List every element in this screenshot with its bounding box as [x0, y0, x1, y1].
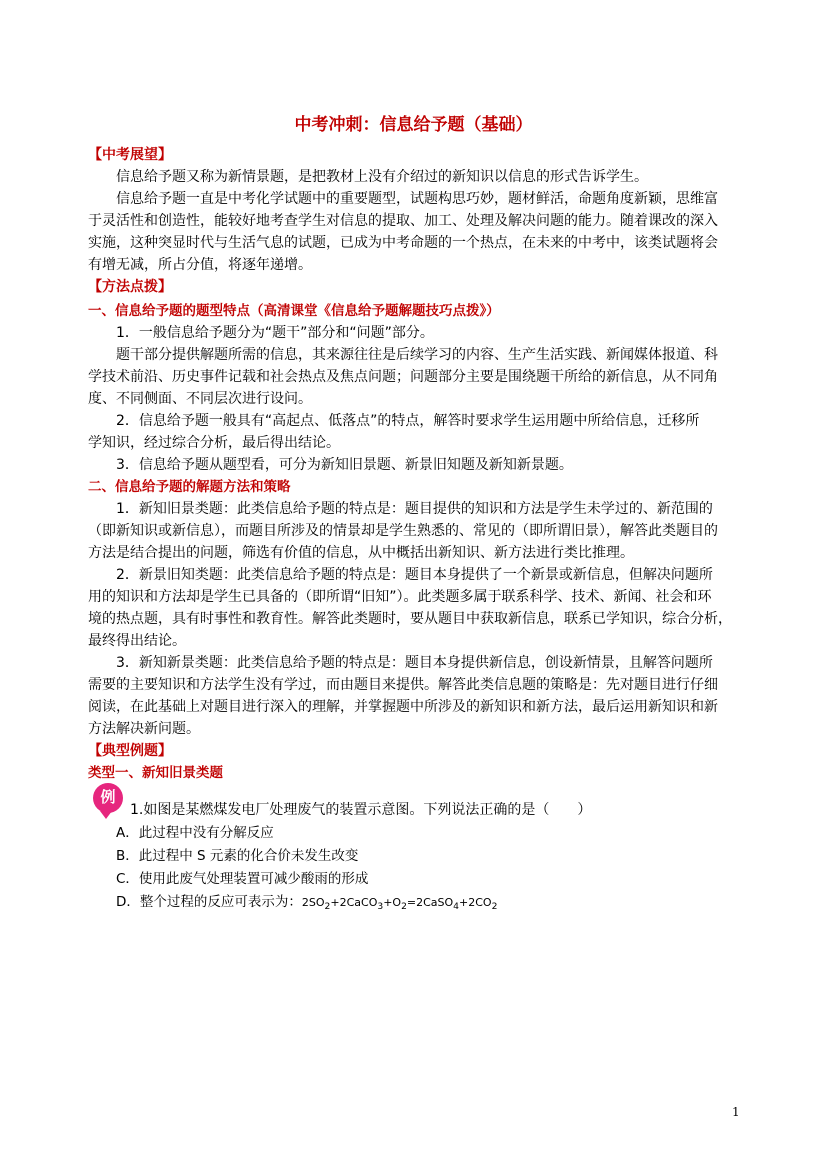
type-heading: 类型一、新知旧景类题 — [88, 765, 223, 781]
heading-exam-outlook: 【中考展望】 — [88, 147, 172, 163]
paragraph-line: 方法解决新问题。 — [88, 721, 200, 737]
paragraph-line: 实施，这种突显时代与生活气息的试题，已成为中考命题的一个热点，在未来的中考中，该类试题将会 — [88, 235, 718, 251]
equation: $2SO_2+2CaCO_3+O_2=2CaSO_4+2CO_2$ — [301, 896, 498, 913]
paragraph-line: 学知识，经过综合分析，最后得出结论。 — [88, 435, 340, 451]
paragraph-line: 有增无减，所占分值，将逐年递增。 — [88, 257, 312, 273]
paragraph-line: 需要的主要知识和方法学生没有学过，而由题目来提供。解答此类信息题的策略是：先对题目进行仔细 — [88, 677, 718, 693]
paragraph-line: 题干部分提供解题所需的信息，其来源往往是后续学习的内容、生产生活实践、新闻媒体报道、科 — [116, 347, 718, 363]
heading-typical-examples: 【典型例题】 — [88, 743, 172, 759]
paragraph-line: 阅读，在此基础上对题目进行深入的理解，并掌握题中所涉及的新知识和新方法，最后运用新知识和新 — [88, 699, 718, 715]
heading-method-tips: 【方法点拨】 — [88, 279, 172, 295]
paragraph-line: （即新知识或新信息），而题目所涉及的情景却是学生熟悉的、常见的（即所谓旧景），解答此类题目的 — [88, 523, 718, 539]
question-text: 1.如图是某燃煤发电厂处理废气的装置示意图。下列说法正确的是（ ） — [130, 802, 592, 818]
page-title: 中考冲刺：信息给予题（基础） — [294, 115, 533, 135]
option-d — [116, 891, 776, 918]
option-b: B．此过程中 S 元素的化合价未发生改变 — [116, 848, 359, 864]
paragraph-line: 2．信息给予题一般具有“高起点、低落点”的特点，解答时要求学生运用题中所给信息，迁移所 — [116, 413, 700, 429]
paragraph-line: 度、不同侧面、不同层次进行设问。 — [88, 391, 312, 407]
paragraph-line: 方法是结合提出的问题，筛选有价值的信息，从中概括出新知识、新方法进行类比推理。 — [88, 545, 634, 561]
paragraph-line: 境的热点题，具有时事性和教育性。解答此类题时，要从题目中获取新信息，联系已学知识，综合分析， — [88, 611, 732, 627]
option-c: C．使用此废气处理装置可减少酸雨的形成 — [116, 871, 369, 887]
paragraph-line: 于灵活性和创造性，能较好地考查学生对信息的提取、加工、处理及解决问题的能力。随着课改的深入 — [88, 213, 718, 229]
paragraph-line: 最终得出结论。 — [88, 633, 186, 649]
paragraph-line: 1．新知旧景类题：此类信息给予题的特点是：题目提供的知识和方法是学生未学过的、新范围的 — [116, 501, 713, 517]
paragraph-line: 用的知识和方法却是学生已具备的（即所谓“旧知”）。此类题多属于联系科学、技术、新闻、社会和环 — [88, 589, 712, 605]
paragraph-line: 信息给予题一直是中考化学试题中的重要题型，试题构思巧妙，题材鲜活，命题角度新颖，思维富 — [116, 191, 718, 207]
example-badge-icon: 例 — [93, 783, 123, 813]
paragraph-line: 3．新知新景类题：此类信息给予题的特点是：题目本身提供新信息，创设新情景，且解答问题所 — [116, 655, 713, 671]
option-d-label: D．整个过程的反应可表示为： — [116, 894, 302, 910]
paragraph-line: 学技术前沿、历史事件记载和社会热点及焦点问题；问题部分主要是围绕题干所给的新信息，从不同角 — [88, 369, 718, 385]
paragraph-line: 信息给予题又称为新情景题，是把教材上没有介绍过的新知识以信息的形式告诉学生。 — [116, 169, 648, 185]
paragraph-line: 2．新景旧知类题：此类信息给予题的特点是：题目本身提供了一个新景或新信息，但解决问题所 — [116, 567, 713, 583]
paragraph-line: 3．信息给予题从题型看，可分为新知旧景题、新景旧知题及新知新景题。 — [116, 457, 573, 473]
paragraph-line: 1．一般信息给予题分为“题干”部分和“问题”部分。 — [116, 325, 434, 341]
page-number: 1 — [732, 1105, 740, 1119]
section-title-2: 二、信息给予题的解题方法和策略 — [88, 479, 291, 495]
section-title-1: 一、信息给予题的题型特点（高清课堂《信息给予题解题技巧点拨》） — [88, 303, 500, 319]
option-a: A．此过程中没有分解反应 — [116, 825, 274, 841]
